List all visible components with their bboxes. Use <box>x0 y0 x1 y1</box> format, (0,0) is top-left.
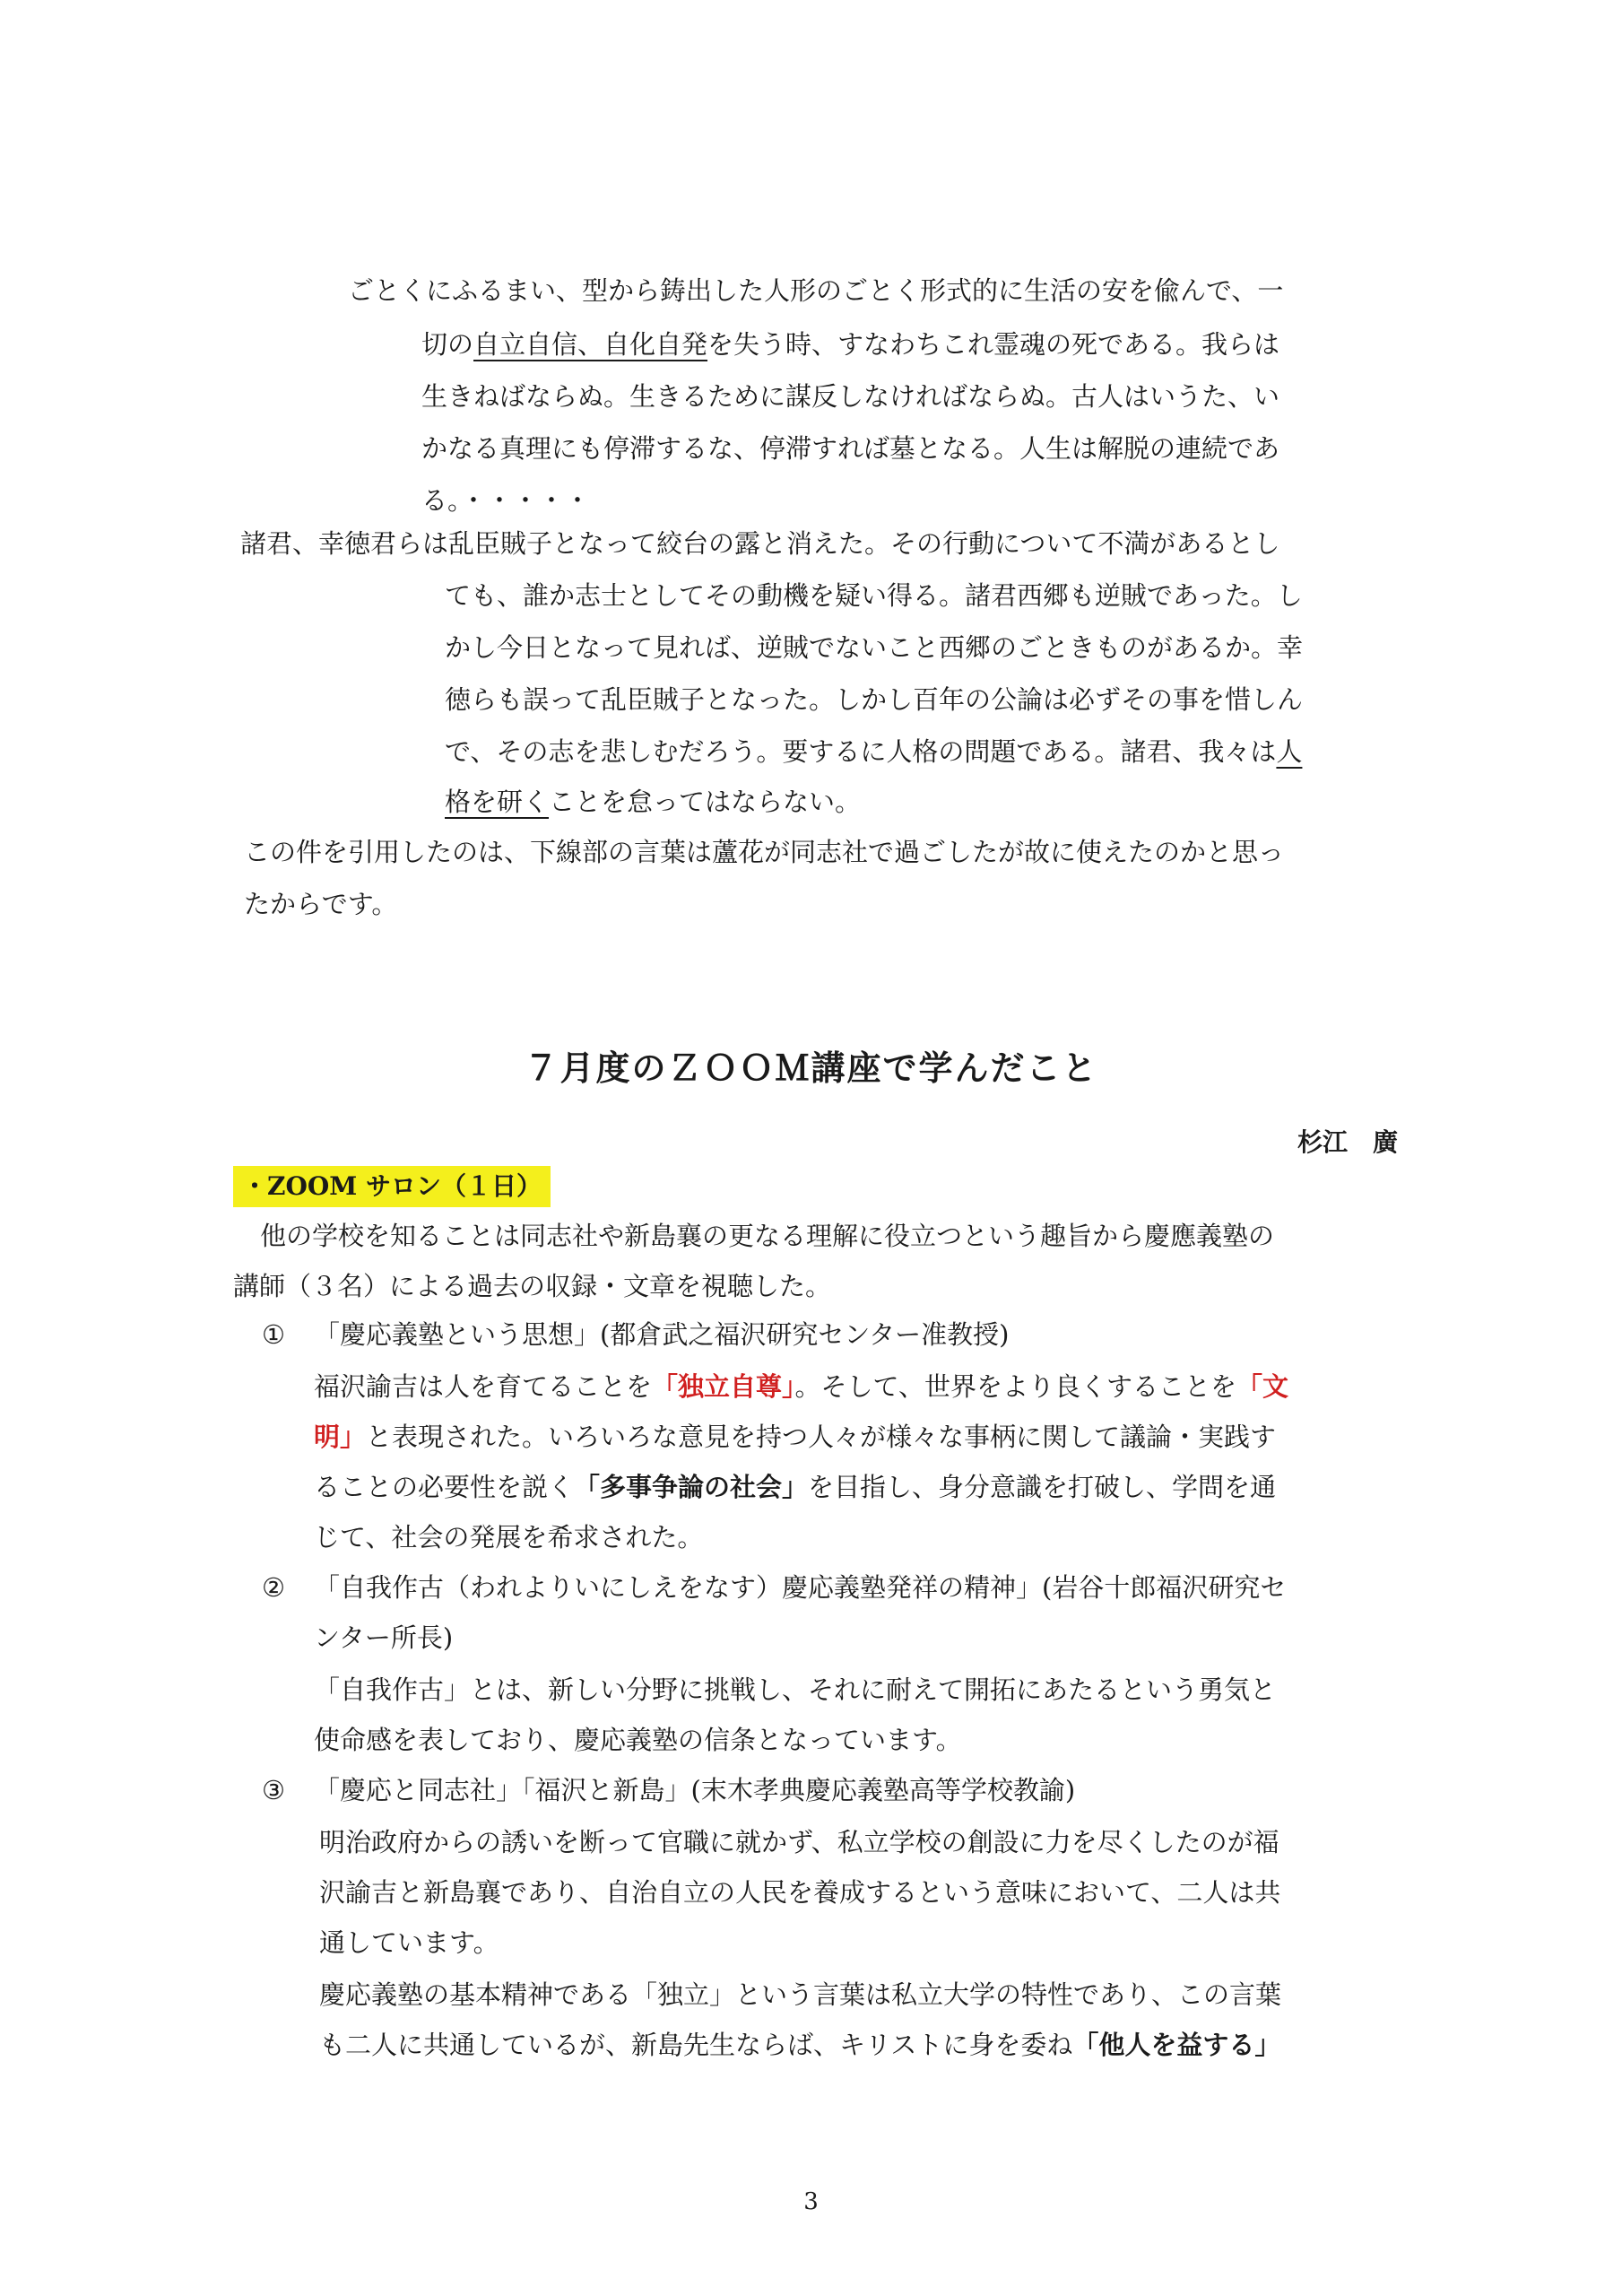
speech-line-1: 諸君、幸徳君らは乱臣賊子となって絞台の露と消えた。その行動について不満があるとし <box>240 528 1280 559</box>
item-1-body-2 <box>314 1421 1276 1453</box>
item-2-body-1: 「自我作古」とは、新しい分野に挑戦し、それに耐えて開拓にあたるという勇気と <box>314 1674 1277 1705</box>
underlined-phrase: 人 <box>1276 736 1303 767</box>
intro-line-1: 他の学校を知ることは同志社や新島襄の更なる理解に役立つという趣旨から慶應義塾の <box>260 1221 1275 1251</box>
item-3-body-3: 通しています。 <box>319 1927 499 1958</box>
quote-text: 切の <box>421 329 474 360</box>
body-text: 。そして、世界をより良くすることを <box>794 1371 1236 1402</box>
quote-line-2 <box>421 328 1279 361</box>
item-3-heading: 「慶応と同志社」「福沢と新島」(末木孝典慶応義塾高等学校教諭) <box>314 1775 1076 1805</box>
article-author: 杉江 廣 <box>1297 1127 1398 1157</box>
red-emphasis: 「独立自尊」 <box>652 1371 795 1402</box>
item-3-body-2: 沢諭吉と新島襄であり、自治自立の人民を養成するという意味において、二人は共 <box>319 1877 1281 1908</box>
item-3-body-5 <box>319 2029 1280 2061</box>
note-line-1: この件を引用したのは、下線部の言葉は蘆花が同志社で過ごしたが故に使えたのかと思っ <box>244 837 1285 867</box>
underlined-phrase: 格を研く <box>445 787 550 817</box>
page-number: 3 <box>803 2188 819 2215</box>
quote-line-5: る。・・・・・ <box>421 485 591 516</box>
item-marker: ③ <box>262 1775 285 1805</box>
item-marker: ① <box>262 1319 285 1350</box>
speech-text: ことを怠ってはならない。 <box>549 787 862 817</box>
item-2-heading-1: 「自我作古（われよりいにしえをなす）慶応義塾発祥の精神」(岩谷十郎福沢研究セ <box>314 1572 1287 1603</box>
red-emphasis: 明」 <box>314 1422 367 1452</box>
item-2-heading-2: ンター所長) <box>314 1622 454 1653</box>
quote-text: を失う時、すなわちこれ霊魂の死である。我らは <box>707 329 1280 360</box>
quote-line-4: かなる真理にも停滞するな、停滞すれば墓となる。人生は解脱の連続であ <box>421 433 1280 464</box>
item-1-body-4: じて、社会の発展を希求された。 <box>314 1522 704 1552</box>
item-1-heading: 「慶応義塾という思想」(都倉武之福沢研究センター准教授) <box>314 1319 1010 1350</box>
item-1-body-3 <box>314 1471 1276 1503</box>
speech-line-5 <box>445 735 1302 768</box>
item-marker: ② <box>262 1572 285 1603</box>
note-line-2: たからです。 <box>244 889 398 919</box>
body-text: と表現された。いろいろな意見を持つ人々が様々な事柄に関して議論・実践す <box>366 1422 1277 1452</box>
speech-line-2: ても、誰か志士としてその動機を疑い得る。諸君西郷も逆賊であった。し <box>445 580 1303 611</box>
item-1-body-1 <box>314 1370 1288 1403</box>
speech-line-6 <box>445 786 861 818</box>
underlined-phrase: 自立自信、自化自発 <box>473 329 708 360</box>
speech-line-4: 徳らも誤って乱臣賊子となった。しかし百年の公論は必ずその事を惜しん <box>445 684 1304 715</box>
body-text: を目指し、身分意識を打破し、学問を通 <box>808 1472 1277 1502</box>
item-2-body-2: 使命感を表しており、慶応義塾の信条となっています。 <box>314 1725 962 1755</box>
body-text: ることの必要性を説く <box>314 1472 575 1502</box>
speech-text: で、その志を悲しむだろう。要するに人格の問題である。諸君、我々は <box>445 736 1277 767</box>
article-title: ７月度のＺＯＯＭ講座で学んだこと <box>524 1048 1098 1088</box>
section-heading-highlighted: ・ZOOM サロン（１日） <box>233 1166 551 1207</box>
speech-line-3: かし今日となって見れば、逆賊でないこと西郷のごときものがあるか。幸 <box>445 632 1304 663</box>
bold-emphasis: 「多事争論の社会」 <box>574 1472 809 1502</box>
quote-line-1: ごとくにふるまい、型から鋳出した人形のごとく形式的に生活の安を偸んで、一 <box>348 275 1284 306</box>
quote-line-3: 生きねばならぬ。生きるために謀反しなければならぬ。古人はいうた、い <box>421 381 1280 412</box>
body-text: も二人に共通しているが、新島先生ならば、キリストに身を委ね <box>319 2030 1073 2060</box>
item-3-body-1: 明治政府からの誘いを断って官職に就かず、私立学校の創設に力を尽くしたのが福 <box>319 1827 1279 1857</box>
intro-line-2: 講師（３名）による過去の収録・文章を視聴した。 <box>233 1271 832 1301</box>
body-text: 福沢諭吉は人を育てることを <box>314 1371 653 1402</box>
item-3-body-4: 慶応義塾の基本精神である「独立」という言葉は私立大学の特性であり、この言葉 <box>319 1979 1282 2010</box>
bold-emphasis: 「他人を益する」 <box>1072 2030 1281 2060</box>
red-emphasis: 「文 <box>1236 1371 1288 1402</box>
